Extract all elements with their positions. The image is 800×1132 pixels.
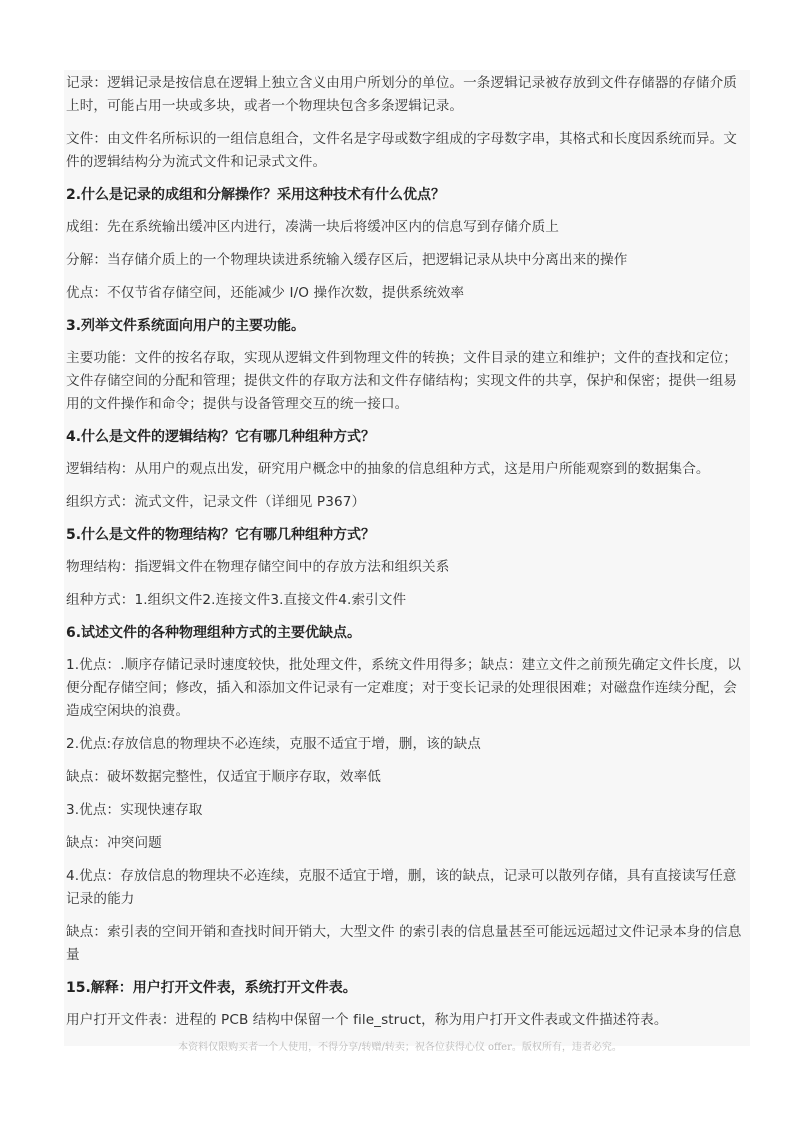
- answer-sequential: 1.优点：.顺序存储记录时速度较快，批处理文件，系统文件用得多；缺点：建立文件之前预先确定文件长度，以便分配存储空间；修改，插入和添加文件记录有一定难度；对于变长记录的处理很困难；对磁盘作连续分配，会造成空闲块的浪费。: [66, 657, 741, 719]
- copyright-footer: 本资料仅限购买者一个人使用，不得分享/转赠/转卖；祝各位获得心仪 offer。版权所有，违者必究。: [178, 1042, 622, 1053]
- answer-advantages: 优点：不仅节省存储空间，还能减少 I/O 操作次数，提供系统效率: [66, 285, 465, 301]
- answer-linked-pros: 2.优点:存放信息的物理块不必连续，克服不适宜于增，删，该的缺点: [66, 736, 481, 752]
- answer-decomposition: 分解：当存储介质上的一个物理块读进系统输入缓存区后，把逻辑记录从块中分离出来的操作: [66, 252, 628, 268]
- question-6-heading: 6.试述文件的各种物理组种方式的主要优缺点。: [66, 625, 362, 641]
- answer-physical-structure: 物理结构：指逻辑文件在物理存储空间中的存放方法和组织关系: [66, 559, 450, 575]
- document-body: [64, 70, 750, 1046]
- answer-grouping: 成组：先在系统输出缓冲区内进行，凑满一块后将缓冲区内的信息写到存储介质上: [66, 219, 559, 235]
- answer-user-open-file-table: 用户打开文件表：进程的 PCB 结构中保留一个 file_struct，称为用户打开文件表或文件描述符表。: [66, 1012, 668, 1028]
- question-5-heading: 5.什么是文件的物理结构？它有哪几种组种方式？: [66, 527, 376, 543]
- question-15-heading: 15.解释：用户打开文件表，系统打开文件表。: [66, 980, 357, 996]
- question-4-heading: 4.什么是文件的逻辑结构？它有哪几种组种方式？: [66, 429, 376, 445]
- answer-main-functions: 主要功能：文件的按名存取，实现从逻辑文件到物理文件的转换；文件目录的建立和维护；文件的查找和定位；文件存储空间的分配和管理；提供文件的存取方法和文件存储结构；实现文件的共享，保护和保密；提供一组易用的文件操作和命令；提供与设备管理交互的统一接口。: [66, 350, 737, 412]
- answer-physical-types: 组种方式：1.组织文件2.连接文件3.直接文件4.索引文件: [66, 592, 407, 608]
- answer-direct-cons: 缺点：冲突问题: [66, 835, 162, 851]
- paragraph-file: 文件：由文件名所标识的一组信息组合，文件名是字母或数字组成的字母数字串，其格式和长度因系统而异。文件的逻辑结构分为流式文件和记录式文件。: [66, 131, 737, 170]
- answer-organization: 组织方式：流式文件，记录文件（详细见 P367）: [66, 494, 366, 510]
- question-2-heading: 2.什么是记录的成组和分解操作？采用这种技术有什么优点？: [66, 187, 446, 203]
- answer-linked-cons: 缺点：破坏数据完整性，仅适宜于顺序存取，效率低: [66, 769, 381, 785]
- answer-logical-structure: 逻辑结构：从用户的观点出发，研究用户概念中的抽象的信息组种方式，这是用户所能观察到的数据集合。: [66, 461, 710, 477]
- answer-indexed-cons: 缺点：索引表的空间开销和查找时间开销大，大型文件 的索引表的信息量甚至可能远远超过文件记录本身的信息量: [66, 924, 742, 963]
- question-3-heading: 3.列举文件系统面向用户的主要功能。: [66, 318, 306, 334]
- answer-direct-pros: 3.优点：实现快速存取: [66, 802, 203, 818]
- answer-indexed-pros: 4.优点：存放信息的物理块不必连续，克服不适宜于增，删，该的缺点，记录可以散列存储，具有直接读写任意记录的能力: [66, 868, 737, 907]
- paragraph-record: 记录：逻辑记录是按信息在逻辑上独立含义由用户所划分的单位。一条逻辑记录被存放到文件存储器的存储介质上时，可能占用一块或多块，或者一个物理块包含多条逻辑记录。: [66, 75, 737, 114]
